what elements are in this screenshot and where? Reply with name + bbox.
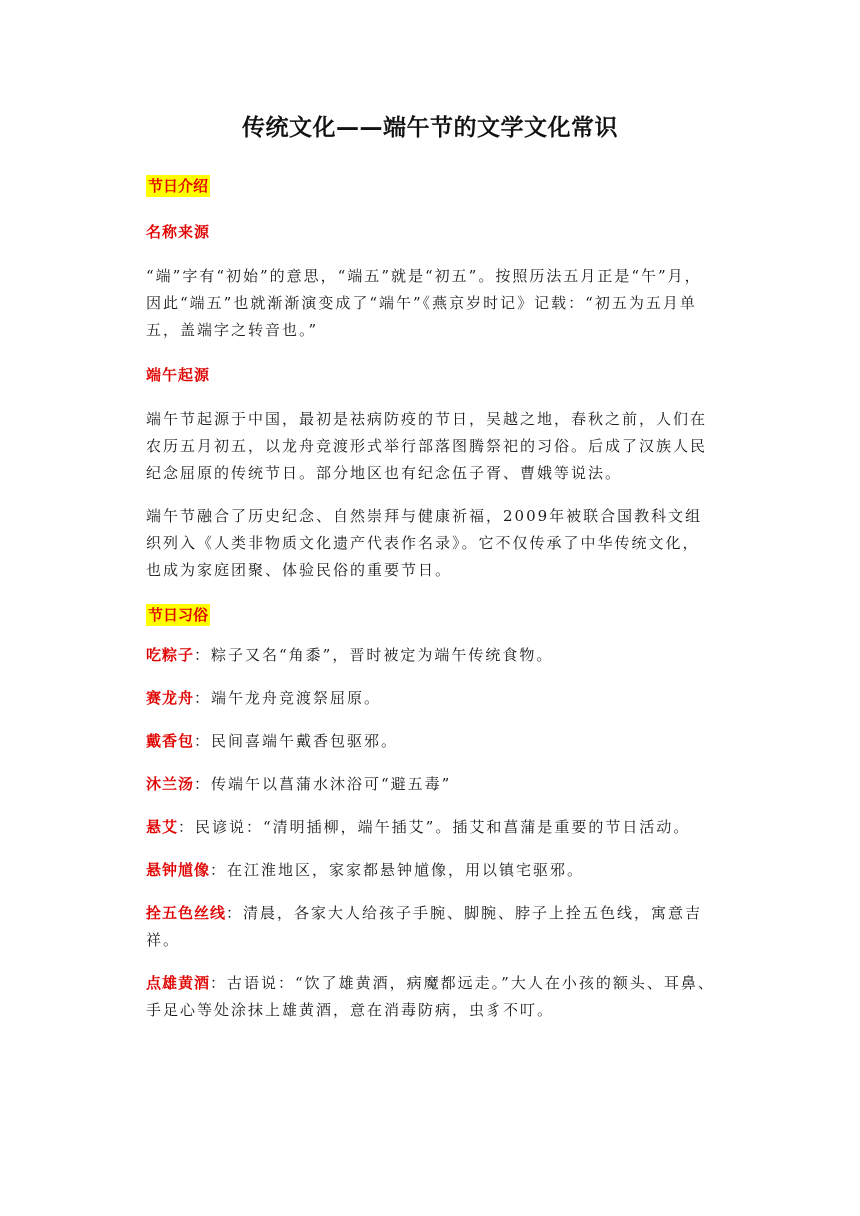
document-body (146, 171, 716, 1024)
section-heading-customs: 节日习俗 (148, 606, 209, 624)
custom-item (146, 685, 716, 712)
custom-name: 沐兰汤 (146, 775, 195, 793)
paragraph-name-origin: “端”字有“初始”的意思，“端五”就是“初五”。按照历法五月正是“午”月，因此“端五”也就渐渐演变成了“端午”《燕京岁时记》记载：“初五为五月单五，盖端字之转音也。” (146, 267, 702, 339)
paragraph-festival-significance: 端午节融合了历史纪念、自然崇拜与健康祈福，2009年被联合国教科文组织列入《人类非物质文化遗产代表作名录》。它不仅传承了中华传统文化，也成为家庭团聚、体验民俗的重要节日。 (146, 507, 703, 579)
custom-text: ：端午龙舟竞渡祭屈原。 (194, 689, 382, 707)
custom-text: ：民间喜端午戴香包驱邪。 (194, 732, 399, 750)
section-heading-intro: 节日介绍 (148, 177, 209, 195)
custom-item (146, 728, 716, 755)
subheading-festival-origin: 端午起源 (146, 366, 211, 384)
custom-item (146, 900, 716, 954)
custom-item (146, 857, 716, 884)
custom-name: 悬钟馗像 (146, 861, 211, 879)
custom-text: ：粽子又名“角黍”，晋时被定为端午传统食物。 (194, 646, 554, 664)
customs-list (146, 642, 716, 1024)
custom-name: 赛龙舟 (146, 689, 195, 707)
custom-text: ：古语说：“饮了雄黄酒，病魔都远走。”大人在小孩的额头、耳鼻、手足心等处涂抹上雄黄酒，意在消毒防病，虫豸不叮。 (146, 974, 715, 1019)
subheading-name-origin: 名称来源 (146, 223, 211, 241)
custom-text: ：传端午以菖蒲水沐浴可“避五毒” (194, 775, 452, 793)
custom-name: 吃粽子 (146, 646, 195, 664)
paragraph-festival-origin: 端午节起源于中国，最初是祛病防疫的节日，吴越之地，春秋之前，人们在农历五月初五，以龙舟竞渡形式举行部落图腾祭祀的习俗。后成了汉族人民纪念屈原的传统节日。部分地区也有纪念伍子胥、曹娥等说法。 (146, 410, 708, 482)
page-title: 传统文化——端午节的文学文化常识 (242, 115, 618, 141)
custom-name: 戴香包 (146, 732, 195, 750)
custom-text: ：在江淮地区，家家都悬钟馗像，用以镇宅驱邪。 (210, 861, 585, 879)
custom-item (146, 771, 716, 798)
custom-item (146, 642, 716, 669)
custom-name: 点雄黄酒 (146, 974, 211, 992)
custom-name: 拴五色丝线 (146, 904, 227, 922)
custom-name: 悬艾 (146, 818, 179, 836)
custom-item (146, 814, 716, 841)
custom-item (146, 970, 716, 1024)
custom-text: ：民谚说：“清明插柳，端午插艾”。插艾和菖蒲是重要的节日活动。 (178, 818, 691, 836)
custom-text: ：清晨，各家大人给孩子手腕、脚腕、脖子上拴五色线，寓意吉祥。 (146, 904, 703, 949)
